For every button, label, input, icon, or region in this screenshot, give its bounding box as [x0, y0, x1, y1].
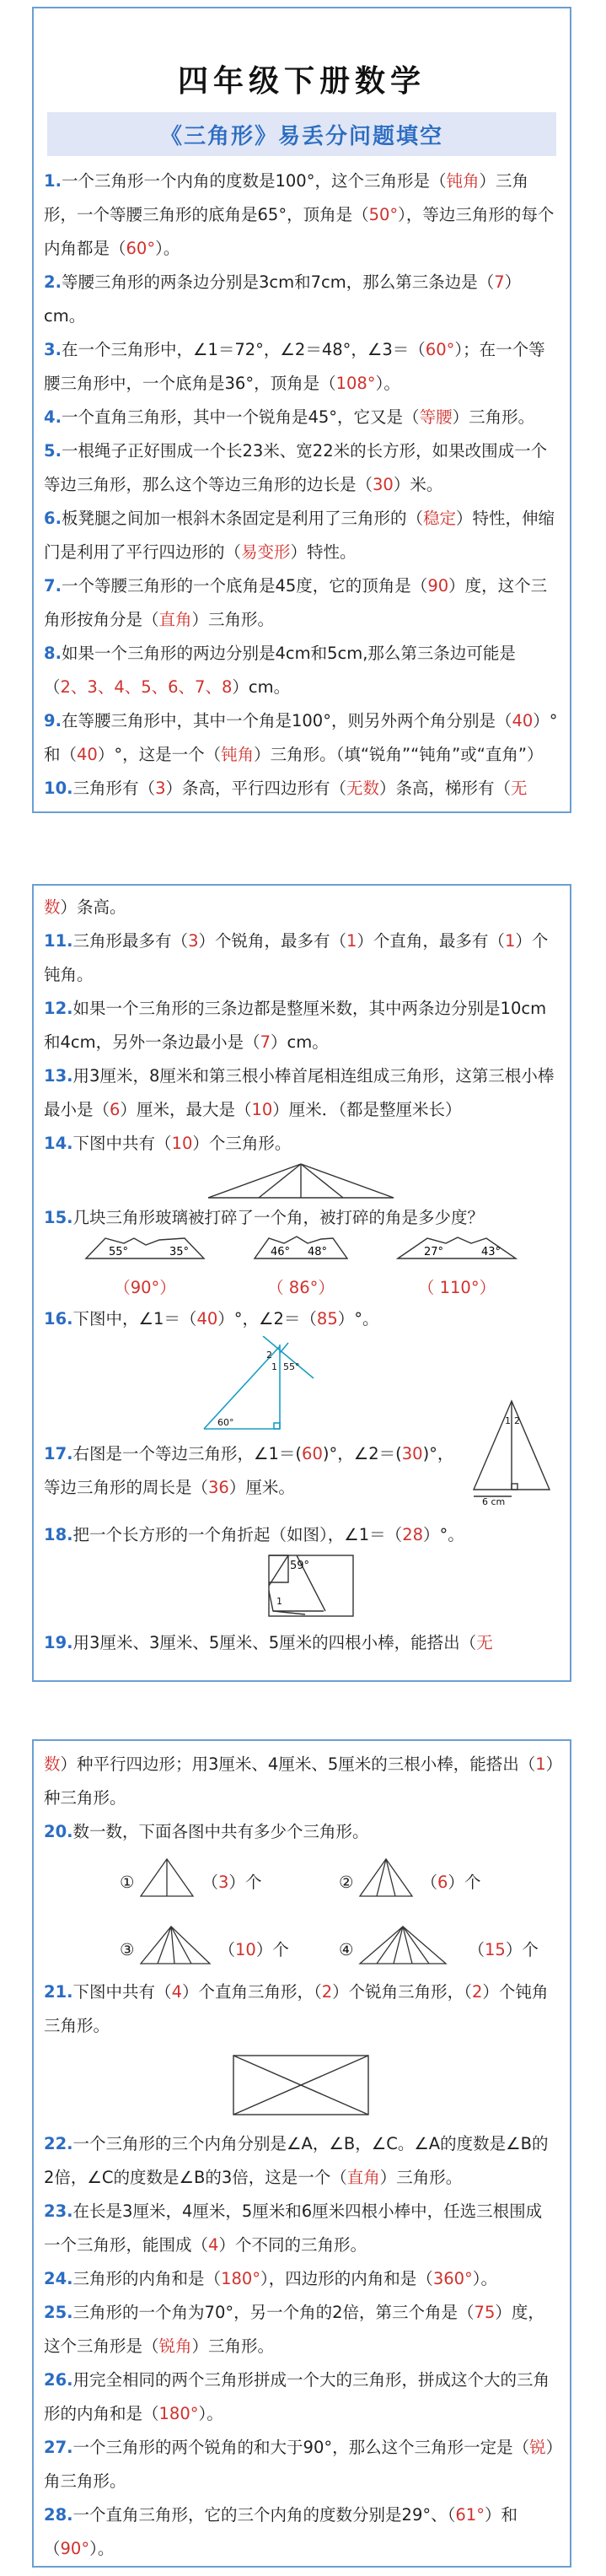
answer: 3 [155, 779, 166, 798]
answer: 数 [362, 779, 380, 798]
question-19-continued: 数）种平行四边形；用3厘米、4厘米、5厘米的三根小棒，能搭出（1）种三角形。 [44, 1754, 555, 1808]
answer: 无 [346, 779, 363, 798]
answer: 1 [504, 931, 516, 951]
question-13: 13.用3厘米，8厘米和第三根小棒首尾相连组成三角形，这第三根小棒最小是（6）厘米，最大是（10）厘米．（都是整厘米长） [44, 1066, 555, 1119]
q17-figure [465, 1397, 558, 1518]
answer: 90° [60, 2539, 90, 2558]
question-23: 23.在长是3厘米，4厘米，5厘米和6厘米四根小棒中，任选三根围成一个三角形，能围成（4）个不同的三角形。 [44, 2201, 543, 2255]
answer: 稳定 [423, 509, 457, 528]
q15-figures [44, 1235, 558, 1302]
answer: （90°） [114, 1278, 176, 1297]
svg-text:35°: 35° [169, 1246, 190, 1258]
answer: （ 110°） [417, 1278, 496, 1297]
q18-figure [44, 1552, 558, 1623]
q14-figure [44, 1161, 558, 1201]
question-22: 22.一个三角形的三个内角分别是∠A，∠B，∠C。∠A的度数是∠B的2倍，∠C的度数是∠B的3倍，这是一个（直角）三角形。 [44, 2134, 549, 2187]
question-10-continued: 数）条高。 [44, 897, 126, 917]
svg-text:48°: 48° [308, 1246, 328, 1258]
question-4: 4.一个直角三角形，其中一个锐角是45°，它又是（等腰）三角形。 [44, 407, 535, 427]
answer: 75 [474, 2303, 496, 2322]
answer: 直角 [158, 610, 192, 629]
answer: 钝角 [446, 171, 480, 191]
question-10: 10.三角形有（3）条高，平行四边形有（无数）条高，梯形有（无 [44, 779, 528, 798]
answer: 4 [208, 2235, 219, 2255]
answer: 30 [401, 1444, 423, 1463]
svg-text:46°: 46° [271, 1246, 291, 1258]
svg-text:55°: 55° [109, 1246, 129, 1258]
answer: 2、3、4、5、6、7、8 [60, 677, 233, 697]
q20-item-2: ② （6）个 [339, 1857, 480, 1900]
question-24: 24.三角形的内角和是（180°），四边形的内角和是（360°）。 [44, 2269, 498, 2288]
question-27: 27.一个三角形的两个锐角的和大于90°，那么这个三角形一定是（锐）角三角形。 [44, 2438, 555, 2491]
answer: 锐 [529, 2438, 546, 2457]
question-9: 9.在等腰三角形中，其中一个角是100°，则另外两个角分别是（40）°和（40）°，这是一个（钝角）三角形。（填“锐角”“钝角”或“直角”） [44, 711, 558, 764]
question-17-block [44, 1415, 558, 1518]
answer: 7 [494, 272, 505, 292]
question-25: 25.三角形的一个角为70°，另一个角的2倍，第三个角是（75）度，这个三角形是（锐角）三角形。 [44, 2303, 544, 2356]
svg-text:1: 1 [276, 1596, 282, 1607]
svg-text:6 cm: 6 cm [482, 1496, 506, 1506]
answer: 360° [432, 2269, 473, 2288]
svg-text:2: 2 [266, 1350, 272, 1361]
answer: 30 [373, 475, 394, 494]
answer: 无 [511, 779, 528, 798]
answer: 36 [208, 1478, 229, 1497]
q15-figure-2 [250, 1235, 351, 1302]
svg-text:55°: 55° [283, 1361, 300, 1372]
answer: 6 [437, 1873, 448, 1892]
answer: （ 86°） [267, 1278, 335, 1297]
answer: 等腰 [419, 407, 453, 427]
svg-text:59°: 59° [290, 1560, 310, 1572]
question-28: 28.一个直角三角形，它的三个内角的度数分别是29°、（61°）和（90°）。 [44, 2505, 518, 2558]
question-1: 1.一个三角形一个内角的度数是100°，这个三角形是（钝角）三角形，一个等腰三角形的底角是65°，顶角是（50°），等边三角形的每个内角都是（60°）。 [44, 171, 555, 258]
answer: 180° [221, 2269, 261, 2288]
q15-figure-3 [394, 1235, 520, 1302]
svg-text:1: 1 [271, 1361, 277, 1372]
q21-figure [44, 2043, 558, 2127]
question-16: 16.下图中，∠1＝（40）°，∠2＝（85）°。 [44, 1309, 379, 1328]
question-12: 12.如果一个三角形的三条边都是整厘米数，其中两条边分别是10cm和4cm，另外一条边最小是（7）cm。 [44, 999, 547, 1052]
question-21: 21.下图中共有（4）个直角三角形，（2）个锐角三角形，（2）个钝角三角形。 [44, 1982, 549, 2035]
answer: 10 [251, 1100, 273, 1119]
answer: 10 [235, 1940, 256, 1959]
answer: 6 [110, 1100, 121, 1119]
q15-figure-1 [82, 1235, 208, 1302]
answer: 40 [512, 711, 534, 730]
answer: 锐角 [158, 2336, 192, 2356]
question-5: 5.一根绳子正好围成一个长23米、宽22米的长方形，如果改围成一个等边三角形，那么这个等边三角形的边长是（30）米。 [44, 441, 548, 494]
answer: 钝角 [221, 745, 255, 764]
answer: 60° [126, 239, 156, 258]
answer: 直角 [346, 2168, 380, 2187]
svg-text:27°: 27° [424, 1246, 444, 1258]
answer: 61° [455, 2505, 485, 2525]
answer: 108° [335, 374, 376, 393]
answer: 1 [535, 1754, 546, 1774]
answer: 无 [476, 1633, 493, 1652]
q20-item-4: ④ （15）个 [339, 1925, 539, 1967]
svg-text:2: 2 [514, 1415, 520, 1426]
answer: 数 [44, 897, 61, 917]
page-2 [32, 884, 571, 1682]
question-19: 19.用3厘米、3厘米、5厘米、5厘米的四根小棒，能搭出（无 [44, 1633, 493, 1652]
q20-item-3: ③ （10）个 [120, 1925, 289, 1967]
answer: 10 [171, 1134, 193, 1153]
answer: 40 [196, 1309, 218, 1328]
answer: 3 [188, 931, 199, 951]
answer: 180° [158, 2404, 199, 2423]
question-3: 3.在一个三角形中，∠1＝72°，∠2＝48°，∠3＝（60°）；在一个等腰三角形中，一个底角是36°，顶角是（108°）。 [44, 340, 545, 393]
q20-figures [44, 1849, 558, 1975]
answer: 28 [402, 1525, 424, 1544]
question-8: 8.如果一个三角形的两边分别是4cm和5cm,那么第三条边可能是（2、3、4、5、6、7、8）cm。 [44, 644, 516, 697]
answer: 4 [171, 1982, 182, 2002]
question-26: 26.用完全相同的两个三角形拼成一个大的三角形，拼成这个大的三角形的内角和是（180°）。 [44, 2370, 550, 2423]
answer: 2 [471, 1982, 483, 2002]
page-title: 四年级下册数学 [177, 64, 426, 99]
question-15: 15.几块三角形玻璃被打碎了一个角，被打碎的角是多少度？ [44, 1208, 485, 1227]
question-18: 18.把一个长方形的一个角折起（如图），∠1＝（28）°。 [44, 1525, 464, 1544]
svg-text:60°: 60° [217, 1417, 234, 1428]
question-6: 6.板凳腿之间加一根斜木条固定是利用了三角形的（稳定）特性，伸缩门是利用了平行四边形的（易变形）特性。 [44, 509, 555, 562]
answer: 3 [218, 1873, 229, 1892]
answer: 数 [44, 1754, 61, 1774]
subtitle-bar [47, 112, 556, 156]
answer: 2 [321, 1982, 333, 2002]
question-17: 17.右图是一个等边三角形，∠1＝(60)°，∠2＝(30)°，等边三角形的周长是（36）厘米。 [44, 1444, 454, 1497]
answer: 1 [346, 931, 357, 951]
page-1 [32, 7, 571, 813]
answer: 60° [425, 340, 455, 359]
svg-text:43°: 43° [481, 1246, 501, 1258]
subtitle: 《三角形》易丢分问题填空 [159, 123, 443, 149]
answer: 60 [302, 1444, 323, 1463]
answer: 90 [427, 576, 449, 595]
answer: 85 [316, 1309, 338, 1328]
q20-item-1: ① （3）个 [120, 1857, 261, 1900]
question-2: 2.等腰三角形的两条边分别是3cm和7cm，那么第三条边是（7）cm。 [44, 272, 522, 326]
page-3 [32, 1739, 571, 2568]
question-7: 7.一个等腰三角形的一个底角是45度，它的顶角是（90）度，这个三角形按角分是（直角）三角形。 [44, 576, 548, 629]
question-14: 14.下图中共有（10）个三角形。 [44, 1134, 292, 1153]
answer: 15 [485, 1940, 506, 1959]
answer: 7 [260, 1032, 271, 1052]
svg-text:1: 1 [505, 1415, 511, 1426]
answer: 易变形 [241, 542, 291, 562]
answer: 50° [368, 205, 399, 224]
question-20: 20.数一数，下面各图中共有多少个三角形。 [44, 1822, 369, 1841]
answer: 40 [77, 745, 98, 764]
question-11: 11.三角形最多有（3）个锐角，最多有（1）个直角，最多有（1）个钝角。 [44, 931, 549, 984]
